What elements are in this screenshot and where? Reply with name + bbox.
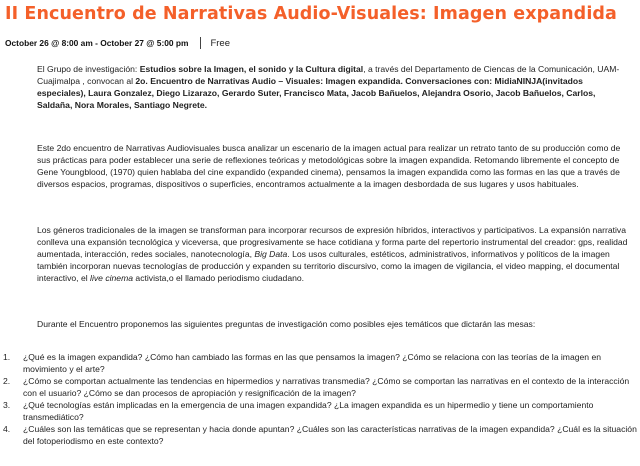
list-item-text: ¿Cuáles son las temáticas que se representan y hacia donde apuntan? ¿Cuáles son las características narrativas de la imagen expandida? ¿Cuál es la situación del fotoperiodismo en este contexto?	[23, 424, 637, 446]
live-cinema-term: live cinema	[90, 273, 134, 284]
list-item	[3, 423, 637, 447]
questions-intro-paragraph: Durante el Encuentro proponemos las siguientes preguntas de investigación como posibles ejes temáticos que dictarán las mesas:	[37, 319, 536, 329]
list-item-number: 2.	[3, 376, 11, 386]
intro-text-2: , a través del Departamento de Ciencas de la Comunicación, UAM-Cuajimalpa , convocan al	[37, 64, 620, 87]
genres-text-3: activista,o el llamado periodismo ciudadano.	[133, 273, 305, 284]
list-item-number: 3.	[3, 400, 11, 410]
intro-paragraph	[37, 63, 633, 111]
list-item-text: ¿Qué es la imagen expandida? ¿Cómo han cambiado las formas en las que pensamos la imagen? ¿Cómo se relaciona con las teorías de la imagen en movimiento y el arte?	[23, 352, 602, 374]
big-data-term: Big Data	[254, 249, 288, 260]
research-questions-list	[3, 351, 637, 447]
list-item	[3, 399, 637, 423]
event-date-range: October 26 @ 8:00 am - October 27 @ 5:00 pm	[5, 38, 189, 48]
list-item-number: 1.	[3, 352, 11, 362]
event-meta	[5, 36, 230, 50]
list-item-number: 4.	[3, 424, 11, 434]
event-title: II Encuentro de Narrativas Audio-Visuales: Imagen expandida	[5, 4, 617, 24]
genres-text-2: . Los usos culturales, estéticos, administrativos, informativos y políticos de la imagen también incorporan nuevas tecnologías de producción y expanden su territorio discursivo, como la imagen de vigilancia, el video mapping, el documental interactivo, el	[37, 249, 620, 284]
list-item-text: ¿Cómo se comportan actualmente las tendencias en hipermedios y narrativas transmedia? ¿Cómo se comportan las narrativas en el contexto de la interacción con el usuario? ¿Cómo se dan procesos de apropiación y resignificación de la imagen?	[23, 376, 630, 398]
genres-text-1: Los géneros tradicionales de la imagen se transforman para incorporar recursos de expresión híbridos, interactivos y participativos. La expansión narrativa conlleva una expansión tecnológica y viceversa, que progresivamente se hace cotidiana y forma parte del repertorio instrumental del creador: gps, realidad aumentada, interacción, redes sociales, nanotecnología,	[37, 225, 628, 260]
list-item	[3, 375, 637, 399]
meta-divider	[200, 37, 201, 49]
genres-paragraph	[37, 224, 633, 284]
event-cost: Free	[210, 37, 230, 49]
intro-text-1: El Grupo de investigación:	[37, 64, 140, 74]
list-item-text: ¿Qué tecnologías están implicadas en la emergencia de una imagen expandida? ¿La imagen expandida es un hipermedio y tiene un comportamiento transmediático?	[23, 400, 594, 422]
list-item	[3, 351, 637, 375]
concept-paragraph: Este 2do encuentro de Narrativas Audiovisuales busca analizar un escenario de la imagen actual para realizar un retrato tanto de su producción como de sus prácticas para poder establecer una serie de reflexiones teóricas y metodológicas sobre la imagen expandida. Retomando libremente el concepto de Gene Youngblood, (1970) quien hablaba del cine expandido (expanded cinema), pensamos la imagen expandida como las formas en las que a través de diversos espacios, programas, dispositivos o superficies, encontramos actualmente a la imagen desbordada de sus lugares y usos habituales.	[37, 143, 621, 190]
encounter-announcement: 2o. Encuentro de Narrativas Audio – Visuales: Imagen expandida. Conversaciones con: MidiaNINJA(invitados especiales), Laura Gonzalez, Diego Lizarazo, Gerardo Suter, Francisco Mata, Jacob Bañuelos, Alejandra Osorio, Jacob Bañuelos, Carlos, Saldaña, Nora Morales, Santiago Negrete.	[37, 76, 596, 111]
research-group-name: Estudios sobre la Imagen, el sonido y la Cultura digital	[139, 64, 364, 74]
